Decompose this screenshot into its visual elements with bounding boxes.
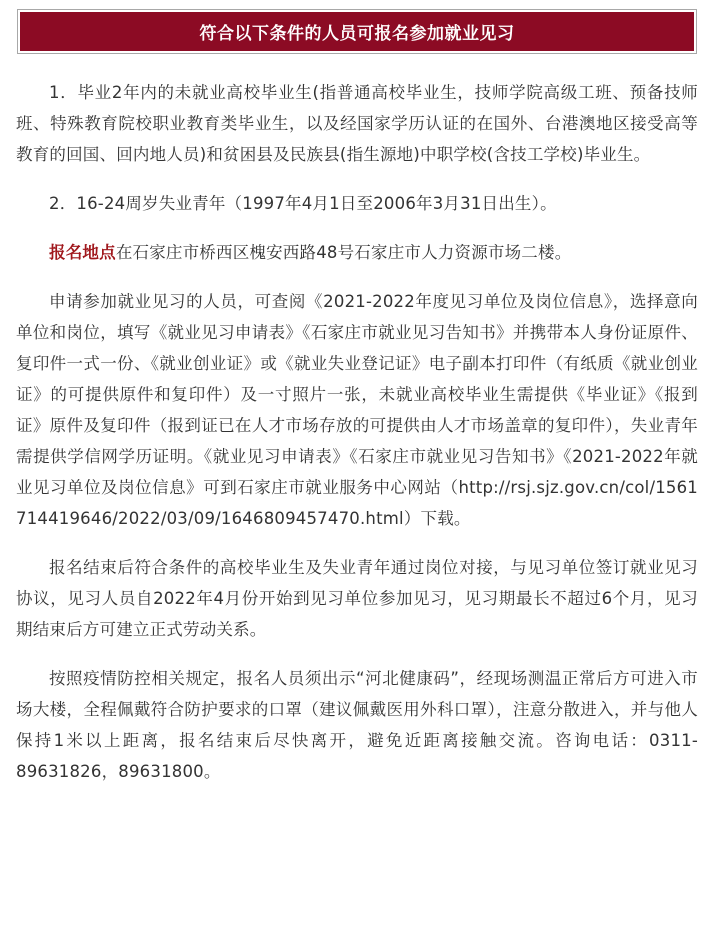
location-text: 在石家庄市桥西区槐安西路48号石家庄市人力资源市场二楼。 <box>115 243 572 262</box>
condition-item-2: 2．16-24周岁失业青年（1997年4月1日至2006年3月31日出生）。 <box>49 194 557 213</box>
epidemic-paragraph: 按照疫情防控相关规定，报名人员须出示“河北健康码”，经现场测温正常后方可进入市场大楼，全程佩戴符合防护要求的口罩（建议佩戴医用外科口罩），注意分散进入，并与他人保持1米以上距离，报名结束后尽快离开，避免近距离接触交流。咨询电话：0311-89631826，89631800。 <box>16 669 698 781</box>
location-paragraph <box>16 237 698 268</box>
condition-item-1: 1．毕业2年内的未就业高校毕业生(指普通高校毕业生，技师学院高级工班、预备技师班、特殊教育院校职业教育类毕业生，以及经国家学历认证的在国外、台港澳地区接受高等教育的回国、回内地人员)和贫困县及民族县(指生源地)中职学校(含技工学校)毕业生。 <box>16 83 698 164</box>
application-suffix: ）下载。 <box>403 509 471 528</box>
website-link[interactable]: http://rsj.sjz.gov.cn/col/1561714419646/2022/03/09/1646809457470.html <box>16 478 698 528</box>
application-text: 申请参加就业见习的人员，可查阅《2021-2022年度见习单位及岗位信息》，选择意向单位和岗位，填写《就业见习申请表》《石家庄市就业见习告知书》并携带本人身份证原件、复印件一式一份、《就业创业证》或《就业失业登记证》电子副本打印件（有纸质《就业创业证》的可提供原件和复印件）及一寸照片一张，未就业高校毕业生需提供《毕业证》《报到证》原件及复印件（报到证已在人才市场存放的可提供由人才市场盖章的复印件），失业青年需提供学信网学历证明。《就业见习申请表》《石家庄市就业见习告知书》《2021-2022年就业见习单位及岗位信息》可到石家庄市就业服务中心网站（ <box>16 292 698 497</box>
location-label: 报名地点 <box>49 243 116 262</box>
section-title: 符合以下条件的人员可报名参加就业见习 <box>20 12 694 51</box>
application-paragraph <box>16 286 698 534</box>
section-header <box>17 9 697 54</box>
after-registration-paragraph: 报名结束后符合条件的高校毕业生及失业青年通过岗位对接，与见习单位签订就业见习协议，见习人员自2022年4月份开始到见习单位参加见习，见习期最长不超过6个月，见习期结束后方可建立正式劳动关系。 <box>16 558 698 639</box>
article-body <box>16 77 698 805</box>
